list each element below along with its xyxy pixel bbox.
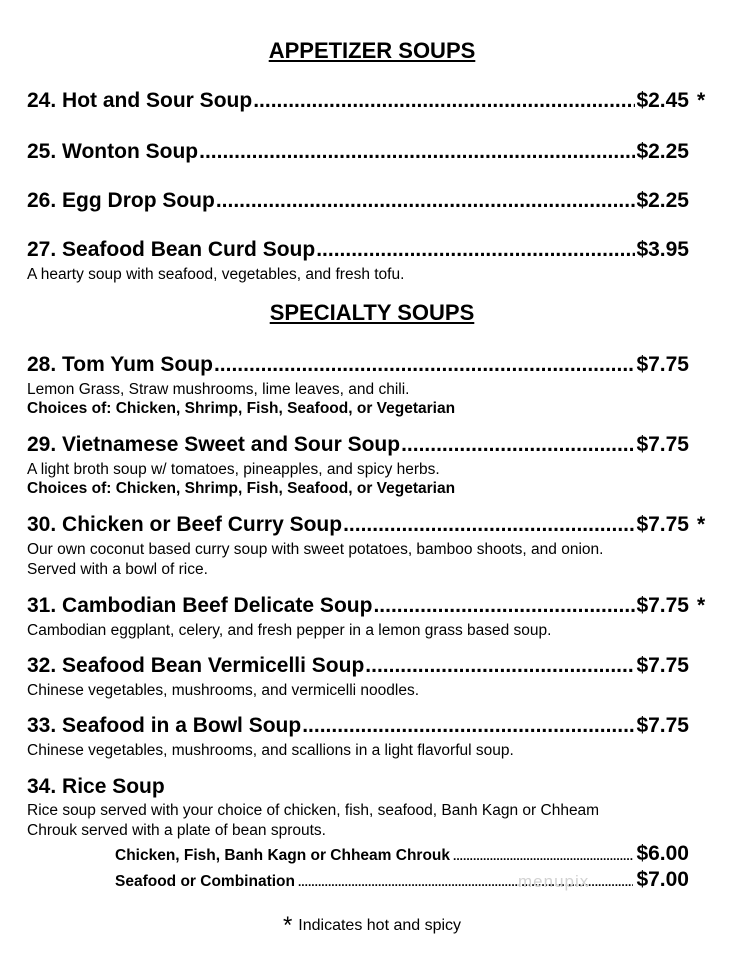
item-name: 31. Cambodian Beef Delicate Soup [27,594,373,617]
item-price: $7.75 [636,714,689,737]
spicy-marker: * [697,89,706,112]
dot-leader [253,89,635,113]
item-price: $7.75 [636,433,689,456]
item-price: $2.25 [636,189,689,212]
dot-leader [365,654,635,678]
menu-item-30 [27,513,689,537]
item-choices: Choices of: Chicken, Shrimp, Fish, Seafood, or Vegetarian [27,480,456,497]
menu-item-34 [27,775,165,799]
dot-leader [401,433,635,457]
item-price: $7.75 [636,594,689,617]
watermark: menupix [518,872,590,891]
option-price: $6.00 [636,842,689,865]
dot-leader [216,189,636,213]
spicy-marker: * [282,912,293,939]
option-name: Seafood or Combination [115,873,295,890]
item-description: A hearty soup with seafood, vegetables, and fresh tofu. [27,266,405,283]
item-description: A light broth soup w/ tomatoes, pineapples, and spicy herbs. [27,461,440,478]
dot-leader [373,594,635,618]
dot-leader [453,849,633,863]
dot-leader [343,513,635,537]
item-name: 25. Wonton Soup [27,140,199,163]
item-name: 33. Seafood in a Bowl Soup [27,714,302,737]
dot-leader [214,353,636,377]
item-price: $7.75 [636,353,689,376]
item-name: 24. Hot and Sour Soup [27,89,253,112]
menu-item-27 [27,238,689,262]
item-name: 28. Tom Yum Soup [27,353,213,376]
menu-item-28 [27,353,689,377]
item-price: $2.45 [636,89,689,112]
option-price: $7.00 [636,868,689,891]
dot-leader [302,714,635,738]
menu-item-25 [27,140,689,164]
item-description: Chinese vegetables, mushrooms, and scallions in a light flavorful soup. [27,742,514,759]
item-price: $7.75 [636,513,689,536]
item-choices: Choices of: Chicken, Shrimp, Fish, Seafood, or Vegetarian [27,400,456,417]
spicy-marker: * [697,513,706,536]
spicy-marker: * [697,594,706,617]
item-name: 26. Egg Drop Soup [27,189,215,212]
specialty-soups-heading: SPECIALTY SOUPS [269,300,475,325]
item-description: Chinese vegetables, mushrooms, and vermicelli noodles. [27,682,420,699]
menu-item-29 [27,433,689,457]
item-price: $7.75 [636,654,689,677]
footnote-text: Indicates hot and spicy [298,917,462,934]
item-description: Cambodian eggplant, celery, and fresh pepper in a lemon grass based soup. [27,622,552,639]
rice-soup-option [115,842,689,866]
item-description: Rice soup served with your choice of chicken, fish, seafood, Banh Kagn or Chheam Chrouk served with a plate of bean sprouts. [27,802,600,839]
dot-leader [316,238,635,262]
menu-item-26 [27,189,689,213]
item-price: $2.25 [636,140,689,163]
option-name: Chicken, Fish, Banh Kagn or Chheam Chrouk [115,847,451,864]
appetizer-soups-heading: APPETIZER SOUPS [268,38,476,63]
dot-leader [199,140,635,164]
item-name: 34. Rice Soup [27,775,165,798]
item-description: Our own coconut based curry soup with sweet potatoes, bamboo shoots, and onion. Served with a bowl of rice. [27,541,604,578]
rice-soup-option [115,868,689,892]
item-name: 29. Vietnamese Sweet and Sour Soup [27,433,401,456]
item-name: 30. Chicken or Beef Curry Soup [27,513,343,536]
item-name: 27. Seafood Bean Curd Soup [27,238,316,261]
item-price: $3.95 [636,238,689,261]
item-name: 32. Seafood Bean Vermicelli Soup [27,654,365,677]
item-description: Lemon Grass, Straw mushrooms, lime leaves, and chili. [27,381,410,398]
footnote [0,912,744,940]
menu-item-32 [27,654,689,678]
menu-item-33 [27,714,689,738]
menu-item-31 [27,594,689,618]
menu-item-24 [27,89,689,113]
